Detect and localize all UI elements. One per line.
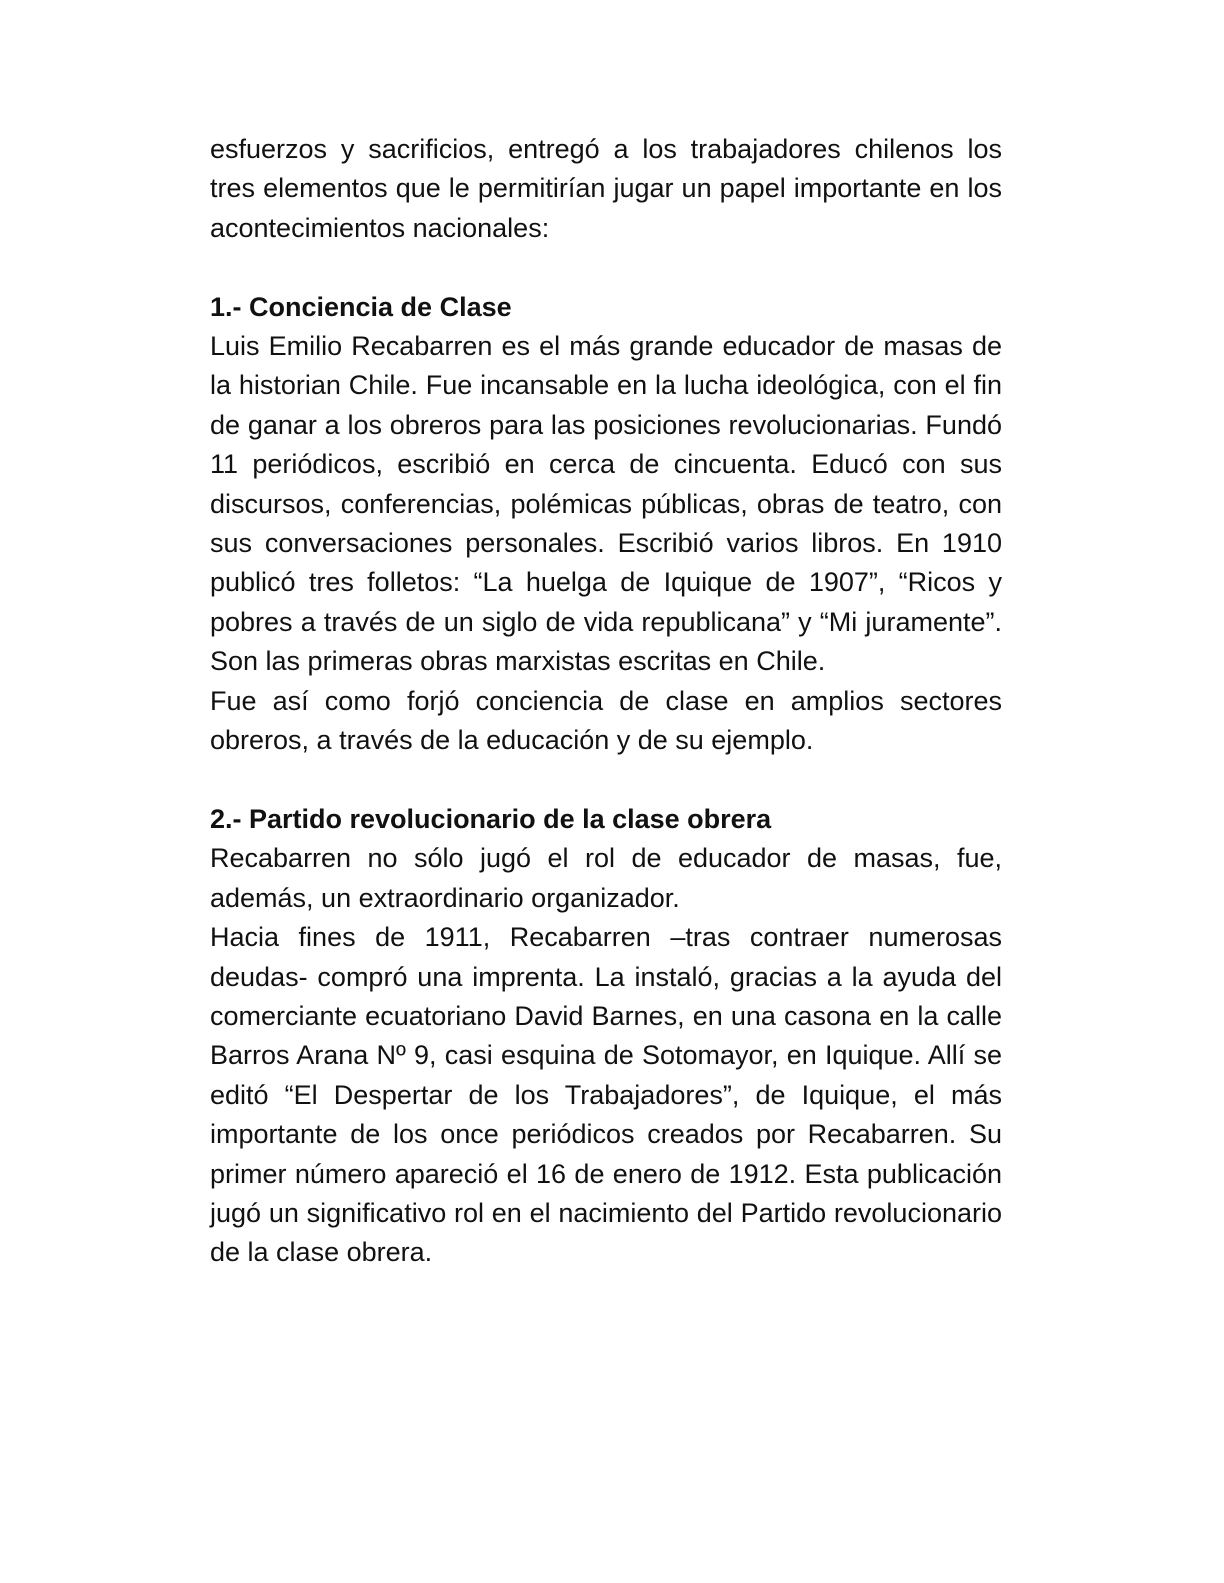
section-1-paragraph-2: Fue así como forjó conciencia de clase en amplios sectores obreros, a través de la educación y de su ejemplo. (210, 685, 1002, 756)
section-2-heading: 2.- Partido revolucionario de la clase obrera (210, 803, 772, 834)
paragraph-spacer (210, 760, 1002, 799)
section-2-paragraph-1: Recabarren no sólo jugó el rol de educador de masas, fue, además, un extraordinario organizador. (210, 843, 1002, 913)
paragraph-spacer (210, 248, 1002, 287)
document-page (210, 130, 1002, 1273)
section-1-heading: 1.- Conciencia de Clase (210, 291, 512, 322)
section-1-paragraph-1: Luis Emilio Recabarren es el más grande educador de masas de la historian Chile. Fue incansable en la lucha ideológica, con el fin de ganar a los obreros para las posiciones revolucionarias. Fundó 11 periódicos, escribió en cerca de cincuenta. Educó con sus discursos, conferencias, polémicas públicas, obras de teatro, con sus conversaciones personales. Escribió varios libros. En 1910 publicó tres folletos: “La huelga de Iquique de 1907”, “Ricos y pobres a través de un siglo de vida republicana” y “Mi juramente”. Son las primeras obras marxistas escritas en Chile. (210, 331, 1002, 677)
intro-paragraph: esfuerzos y sacrificios, entregó a los trabajadores chilenos los tres elementos que le permitirían jugar un papel importante en los acontecimientos nacionales: (210, 134, 1002, 243)
section-2-paragraph-2: Hacia fines de 1911, Recabarren –tras contraer numerosas deudas- compró una imprenta. La instaló, gracias a la ayuda del comerciante ecuatoriano David Barnes, en una casona en la calle Barros Arana Nº 9, casi esquina de Sotomayor, en Iquique. Allí se editó “El Despertar de los Trabajadores”, de Iquique, el más importante de los once periódicos creados por Recabarren. Su primer número apareció el 16 de enero de 1912. Esta publicación jugó un significativo rol en el nacimiento del Partido revolucionario de la clase obrera. (210, 922, 1002, 1268)
